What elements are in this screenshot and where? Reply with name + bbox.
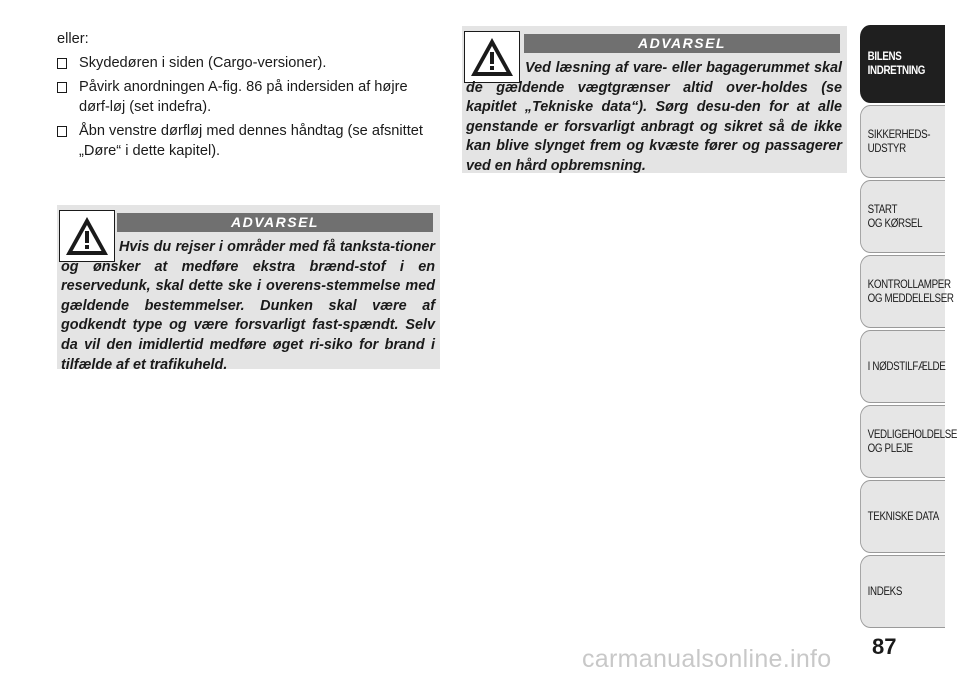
bullet-text: Skydedøren i siden (Cargo-versioner). (79, 54, 327, 71)
checkbox-bullet-icon (57, 82, 67, 93)
tab-nodstilfaelde[interactable]: I NØDSTILFÆLDE (860, 330, 945, 403)
tab-tekniske-data[interactable]: TEKNISKE DATA (860, 480, 945, 553)
checkbox-bullet-icon (57, 126, 67, 137)
list-item (57, 54, 440, 74)
warning-text: Ved læsning af vare- eller bagagerummet skal de gældende vægtgrænser altid over-holdes (se kapitlet „Tekniske data“). Sørg desu-den for at alle genstande er forsvarligt anbragt og sikret så de ikke kan blive slynget frem og kvæste fører og passagerer ved en hård opbremsning. (466, 60, 842, 174)
warning-panel-cargo (462, 26, 847, 173)
tab-start-og-korsel[interactable]: START OG KØRSEL (860, 180, 945, 253)
page-number: 87 (872, 634, 897, 659)
warning-heading: ADVARSEL (117, 213, 433, 232)
tab-sikkerhedsudstyr[interactable]: SIKKERHEDS- UDSTYR (860, 105, 945, 178)
watermark: carmanualsonline.info (582, 645, 832, 673)
bullet-text: Påvirk anordningen A-fig. 86 på indersiden af højre dørf-løj (set indefra). (79, 79, 408, 115)
left-column (57, 30, 440, 166)
warning-panel-fuel (57, 205, 440, 373)
intro-text: eller: (57, 31, 89, 47)
warning-heading: ADVARSEL (524, 34, 840, 53)
tab-vedligeholdelse[interactable]: VEDLIGEHOLDELSE OG PLEJE (860, 405, 945, 478)
tab-indeks[interactable]: INDEKS (860, 555, 945, 628)
tab-kontrollamper[interactable]: KONTROLLAMPER OG MEDDELELSER (860, 255, 945, 328)
list-item (57, 78, 440, 117)
list-item (57, 122, 440, 161)
tab-bilens-indretning[interactable]: BILENS INDRETNING (860, 25, 945, 103)
bullet-text: Åbn venstre dørfløj med dennes håndtag (se afsnittet „Døre“ i dette kapitel). (79, 123, 423, 159)
warning-text: Hvis du rejser i områder med få tanksta-tioner og ønsker at medføre ekstra brænd-stof i en reservedunk, skal dette ske i overens-stemmelse med gældende bestemmelser. Dunken skal være af godkendt type og være forsvarligt fast-spændt. Selv da vil den imidlertid medføre øget ri-siko for brand i tilfælde af et trafikuheld. (61, 239, 435, 373)
checkbox-bullet-icon (57, 58, 67, 69)
